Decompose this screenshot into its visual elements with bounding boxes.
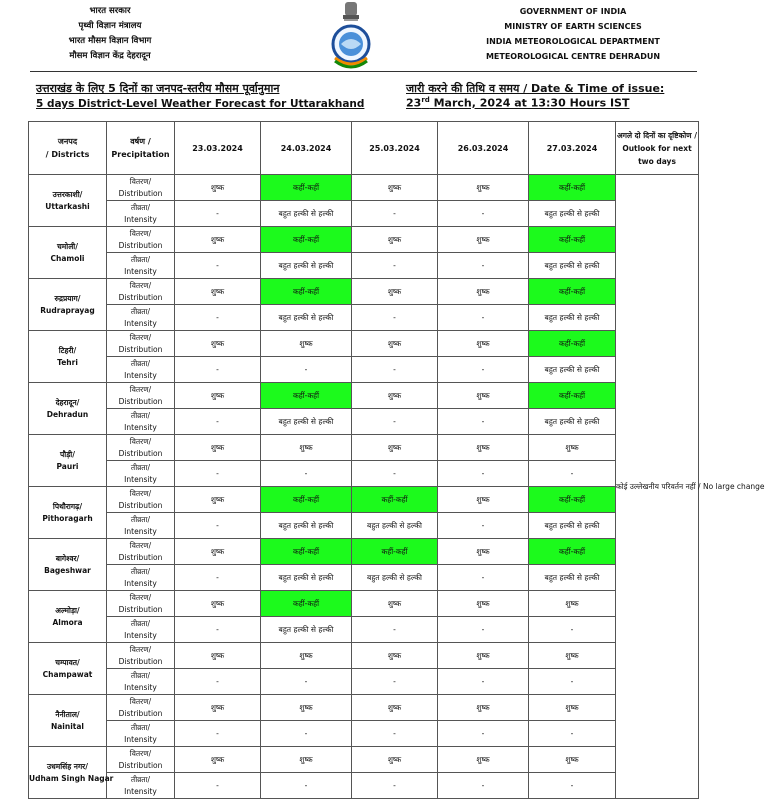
table-row [29,409,699,435]
param-intensity: तीव्रता/ Intensity [107,565,175,591]
distribution-cell: शुष्क [352,695,438,721]
param-intensity: तीव्रता/ Intensity [107,409,175,435]
intensity-cell: बहुत हल्की से हल्की [261,253,352,279]
table-row [29,591,699,617]
col-header-date: 24.03.2024 [261,122,352,175]
distribution-cell: शुष्क [438,331,529,357]
distribution-cell: शुष्क [529,591,616,617]
intensity-cell: - [175,721,261,747]
distribution-cell: शुष्क [438,487,529,513]
distribution-cell: कहीं-कहीं [529,487,616,513]
outlook-cell: कोई उल्लेखनीय परिवर्तन नहीं / No large change [616,175,699,799]
district-name: उत्तरकाशी/ Uttarkashi [29,175,107,227]
forecast-table [28,121,765,799]
param-distribution: वितरण/ Distribution [107,695,175,721]
distribution-cell: शुष्क [438,175,529,201]
header-divider [30,71,697,72]
param-distribution: वितरण/ Distribution [107,279,175,305]
distribution-cell: शुष्क [529,747,616,773]
intensity-cell: - [261,461,352,487]
intensity-cell: बहुत हल्की से हल्की [529,305,616,331]
header-right-line: GOVERNMENT OF INDIA [519,7,627,16]
distribution-cell: कहीं-कहीं [261,279,352,305]
header-left [40,4,180,64]
distribution-cell: शुष्क [261,747,352,773]
intensity-cell: बहुत हल्की से हल्की [352,565,438,591]
intensity-cell: बहुत हल्की से हल्की [261,305,352,331]
distribution-cell: शुष्क [438,591,529,617]
distribution-cell: शुष्क [175,175,261,201]
intensity-cell: - [529,617,616,643]
table-row [29,487,699,513]
intensity-cell: बहुत हल्की से हल्की [529,409,616,435]
distribution-cell: कहीं-कहीं [261,227,352,253]
intensity-cell: - [175,409,261,435]
distribution-cell: शुष्क [529,435,616,461]
intensity-cell: - [352,461,438,487]
header-left-line: भारत मौसम विज्ञान विभाग [68,36,152,46]
table-row [29,175,699,201]
district-name: नैनीताल/ Nainital [29,695,107,747]
param-intensity: तीव्रता/ Intensity [107,461,175,487]
distribution-cell: शुष्क [175,695,261,721]
distribution-cell: कहीं-कहीं [261,487,352,513]
distribution-cell: शुष्क [438,695,529,721]
intensity-cell: बहुत हल्की से हल्की [352,513,438,539]
distribution-cell: शुष्क [352,175,438,201]
intensity-cell: - [438,773,529,799]
intensity-cell: बहुत हल्की से हल्की [529,357,616,383]
distribution-cell: शुष्क [352,383,438,409]
intensity-cell: - [175,669,261,695]
header-left-line: भारत सरकार [89,6,131,16]
param-distribution: वितरण/ Distribution [107,487,175,513]
intensity-cell: - [261,721,352,747]
intensity-cell: - [352,253,438,279]
distribution-cell: शुष्क [175,539,261,565]
table-row [29,279,699,305]
intensity-cell: - [352,773,438,799]
table-row [29,695,699,721]
header-right [478,4,668,64]
intensity-cell: - [175,513,261,539]
intensity-cell: बहुत हल्की से हल्की [261,617,352,643]
intensity-cell: - [438,513,529,539]
col-header-date: 25.03.2024 [352,122,438,175]
distribution-cell: कहीं-कहीं [529,539,616,565]
district-name: अल्मोड़ा/ Almora [29,591,107,643]
table-row [29,539,699,565]
param-intensity: तीव्रता/ Intensity [107,253,175,279]
param-distribution: वितरण/ Distribution [107,747,175,773]
header-right-line: INDIA METEOROLOGICAL DEPARTMENT [486,37,660,46]
intensity-cell: बहुत हल्की से हल्की [261,201,352,227]
intensity-cell: - [175,773,261,799]
distribution-cell: शुष्क [438,643,529,669]
distribution-cell: शुष्क [438,435,529,461]
header-right-line: METEOROLOGICAL CENTRE DEHRADUN [485,52,661,61]
param-distribution: वितरण/ Distribution [107,331,175,357]
intensity-cell: - [438,461,529,487]
col-header-outlook: अगले दो दिनों का दृष्टिकोण / Outlook for next two days [616,122,699,175]
intensity-cell: - [438,357,529,383]
intensity-cell: - [175,357,261,383]
distribution-cell: शुष्क [261,435,352,461]
issue-datetime: 23rd March, 2024 at 13:30 Hours IST [406,96,630,110]
distribution-cell: कहीं-कहीं [529,331,616,357]
district-name: उधमसिंह नगर/ Udham Singh Nagar [29,747,107,799]
distribution-cell: कहीं-कहीं [529,227,616,253]
distribution-cell: कहीं-कहीं [352,539,438,565]
param-distribution: वितरण/ Distribution [107,227,175,253]
intensity-cell: बहुत हल्की से हल्की [529,253,616,279]
param-distribution: वितरण/ Distribution [107,175,175,201]
col-header-date: 26.03.2024 [438,122,529,175]
district-name: पौड़ी/ Pauri [29,435,107,487]
table-row [29,461,699,487]
distribution-cell: शुष्क [261,695,352,721]
intensity-cell: - [438,253,529,279]
distribution-cell: शुष्क [175,747,261,773]
district-name: टिहरी/ Tehri [29,331,107,383]
intensity-cell: बहुत हल्की से हल्की [529,513,616,539]
district-name: बागेश्वर/ Bageshwar [29,539,107,591]
district-name: चम्पावत/ Champawat [29,643,107,695]
intensity-cell: - [175,565,261,591]
param-intensity: तीव्रता/ Intensity [107,669,175,695]
intensity-cell: बहुत हल्की से हल्की [261,409,352,435]
distribution-cell: कहीं-कहीं [352,487,438,513]
distribution-cell: शुष्क [438,747,529,773]
table-header-row [29,122,699,175]
param-distribution: वितरण/ Distribution [107,435,175,461]
distribution-cell: कहीं-कहीं [529,383,616,409]
col-header-date: 23.03.2024 [175,122,261,175]
intensity-cell: - [529,669,616,695]
distribution-cell: शुष्क [352,279,438,305]
distribution-cell: शुष्क [175,643,261,669]
intensity-cell: बहुत हल्की से हल्की [261,565,352,591]
imd-emblem-icon [327,0,375,72]
district-name: रुद्रप्रयाग/ Rudraprayag [29,279,107,331]
param-intensity: तीव्रता/ Intensity [107,357,175,383]
district-name: चमोली/ Chamoli [29,227,107,279]
intensity-cell: - [352,409,438,435]
param-intensity: तीव्रता/ Intensity [107,201,175,227]
intensity-cell: - [175,461,261,487]
distribution-cell: शुष्क [352,643,438,669]
table-row [29,747,699,773]
table-row [29,253,699,279]
intensity-cell: - [529,721,616,747]
intensity-cell: बहुत हल्की से हल्की [261,513,352,539]
table-row [29,669,699,695]
table-row [29,305,699,331]
distribution-cell: शुष्क [438,383,529,409]
intensity-cell: बहुत हल्की से हल्की [529,565,616,591]
intensity-cell: - [438,409,529,435]
distribution-cell: शुष्क [438,539,529,565]
distribution-cell: शुष्क [175,227,261,253]
intensity-cell: - [438,721,529,747]
distribution-cell: शुष्क [175,383,261,409]
intensity-cell: - [438,669,529,695]
table-row [29,357,699,383]
param-intensity: तीव्रता/ Intensity [107,721,175,747]
intensity-cell: बहुत हल्की से हल्की [529,201,616,227]
intensity-cell: - [261,669,352,695]
intensity-cell: - [438,617,529,643]
distribution-cell: कहीं-कहीं [261,383,352,409]
table-row [29,331,699,357]
distribution-cell: शुष्क [175,435,261,461]
distribution-cell: शुष्क [438,279,529,305]
distribution-cell: कहीं-कहीं [261,539,352,565]
district-name: देहरादून/ Dehradun [29,383,107,435]
param-intensity: तीव्रता/ Intensity [107,305,175,331]
param-distribution: वितरण/ Distribution [107,383,175,409]
distribution-cell: शुष्क [438,227,529,253]
distribution-cell: शुष्क [352,331,438,357]
distribution-cell: शुष्क [352,747,438,773]
distribution-cell: शुष्क [529,695,616,721]
distribution-cell: शुष्क [175,487,261,513]
distribution-cell: शुष्क [175,331,261,357]
distribution-cell: शुष्क [175,591,261,617]
intensity-cell: - [352,201,438,227]
title-hindi: उत्तराखंड के लिए 5 दिनों का जनपद-स्तरीय मौसम पूर्वानुमान [36,82,280,95]
param-distribution: वितरण/ Distribution [107,539,175,565]
intensity-cell: - [261,773,352,799]
distribution-cell: शुष्क [352,435,438,461]
distribution-cell: शुष्क [175,279,261,305]
param-intensity: तीव्रता/ Intensity [107,773,175,799]
intensity-cell: - [175,253,261,279]
intensity-cell: - [352,305,438,331]
distribution-cell: शुष्क [352,227,438,253]
table-row [29,721,699,747]
issue-label: जारी करने की तिथि व समय / Date & Time of issue: [406,82,665,95]
distribution-cell: कहीं-कहीं [529,279,616,305]
distribution-cell: शुष्क [352,591,438,617]
intensity-cell: - [175,201,261,227]
param-intensity: तीव्रता/ Intensity [107,513,175,539]
distribution-cell: शुष्क [261,643,352,669]
table-row [29,227,699,253]
intensity-cell: - [438,565,529,591]
col-header-date: 27.03.2024 [529,122,616,175]
col-header-district: जनपद / Districts [29,122,107,175]
intensity-cell: - [352,669,438,695]
table-row [29,773,699,799]
distribution-cell: शुष्क [529,643,616,669]
table-row [29,643,699,669]
table-row [29,513,699,539]
table-row [29,435,699,461]
header-left-line: मौसम विज्ञान केंद्र देहरादून [69,51,151,61]
table-row [29,201,699,227]
intensity-cell: - [529,773,616,799]
param-distribution: वितरण/ Distribution [107,591,175,617]
table-row [29,383,699,409]
intensity-cell: - [352,617,438,643]
intensity-cell: - [352,721,438,747]
intensity-cell: - [438,201,529,227]
distribution-cell: कहीं-कहीं [261,591,352,617]
param-distribution: वितरण/ Distribution [107,643,175,669]
distribution-cell: कहीं-कहीं [529,175,616,201]
table-row [29,565,699,591]
title-english: 5 days District-Level Weather Forecast for Uttarakhand [36,98,365,110]
district-name: पिथौरागढ़/ Pithoragarh [29,487,107,539]
intensity-cell: - [529,461,616,487]
col-header-precipitation: वर्षण / Precipitation [107,122,175,175]
table-row [29,617,699,643]
distribution-cell: शुष्क [261,331,352,357]
header-right-line: MINISTRY OF EARTH SCIENCES [504,22,642,31]
intensity-cell: - [438,305,529,331]
table-body [29,175,765,799]
intensity-cell: - [175,305,261,331]
distribution-cell: कहीं-कहीं [261,175,352,201]
header-left-line: पृथ्वी विज्ञान मंत्रालय [78,21,142,31]
intensity-cell: - [175,617,261,643]
intensity-cell: - [261,357,352,383]
param-intensity: तीव्रता/ Intensity [107,617,175,643]
intensity-cell: - [352,357,438,383]
